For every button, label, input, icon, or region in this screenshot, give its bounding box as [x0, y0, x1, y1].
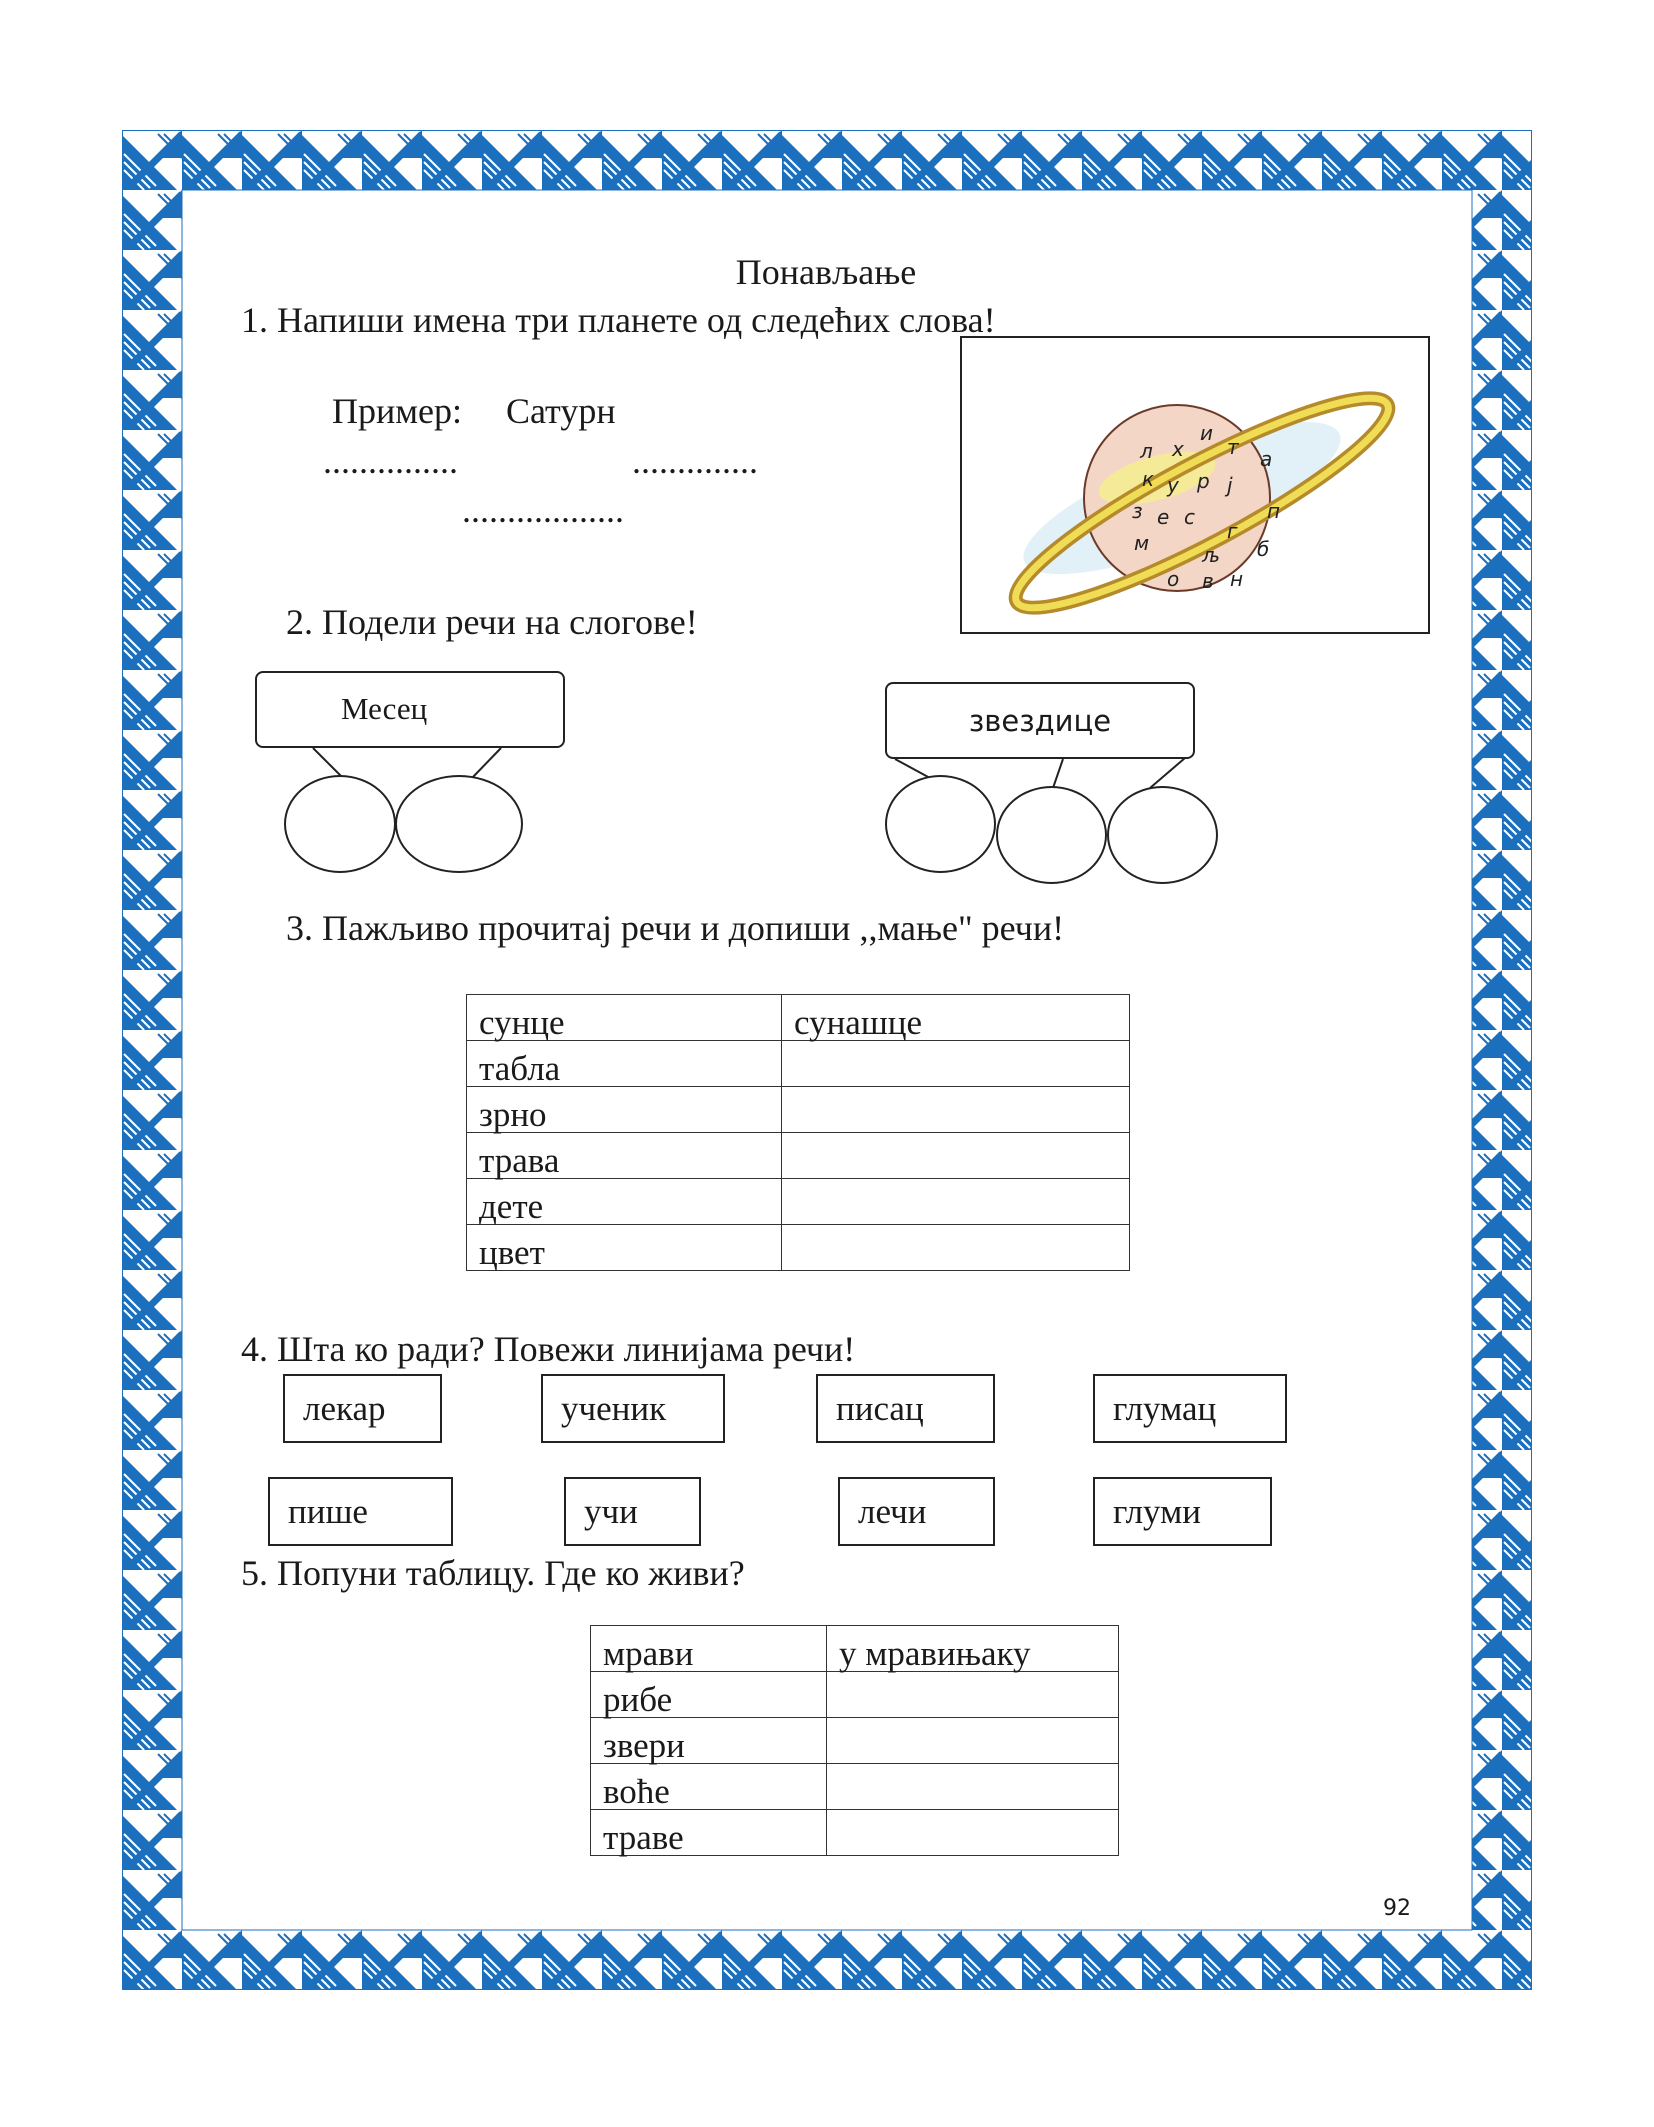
verb-box[interactable]: глуми — [1093, 1477, 1272, 1546]
answer-cell[interactable] — [827, 1718, 1119, 1764]
example-label: Пример: — [332, 391, 463, 431]
planet-letter: е — [1157, 505, 1170, 529]
answer-cell[interactable] — [827, 1672, 1119, 1718]
question-1: 1. Напиши имена три планете од следећих слова! — [241, 300, 996, 340]
cell: воће — [591, 1764, 827, 1810]
cell: сунце — [467, 995, 782, 1041]
table-row — [591, 1810, 1119, 1856]
planet-letter: ј — [1227, 473, 1233, 497]
page-title: Понављање — [735, 252, 917, 292]
planet-letter: у — [1167, 473, 1179, 497]
table-row — [591, 1672, 1119, 1718]
verb-box[interactable]: учи — [564, 1477, 701, 1546]
cell: у мравињаку — [827, 1626, 1119, 1672]
table-row — [591, 1626, 1119, 1672]
answer-blank-2[interactable]: .............. — [632, 441, 758, 481]
syllable-circle[interactable] — [1107, 786, 1218, 884]
table-row — [467, 1087, 1130, 1133]
question-3: 3. Пажљиво прочитај речи и допиши ,,мање" речи! — [286, 908, 1065, 948]
example-word: Сатурн — [506, 391, 616, 431]
page-number: 92 — [1383, 1896, 1411, 1921]
noun-box[interactable]: глумац — [1093, 1374, 1287, 1443]
planet-letter: р — [1197, 469, 1210, 493]
answer-blank-1[interactable]: ............... — [323, 441, 458, 481]
syllable-circle[interactable] — [996, 786, 1107, 884]
word-zvezdice: звездице — [968, 704, 1112, 738]
planet-letter: б — [1257, 537, 1270, 561]
word-box-zvezdice — [885, 682, 1195, 759]
cell: табла — [467, 1041, 782, 1087]
planet-letter: а — [1260, 447, 1273, 471]
planet-letter: п — [1267, 499, 1281, 523]
answer-cell[interactable] — [782, 1179, 1130, 1225]
table-row — [467, 1179, 1130, 1225]
planet-letter: љ — [1202, 543, 1221, 567]
word-mesec: Месец — [341, 691, 428, 726]
noun-box[interactable]: ученик — [541, 1374, 725, 1443]
cell: рибе — [591, 1672, 827, 1718]
planet-letter: г — [1227, 519, 1238, 543]
table-row — [591, 1764, 1119, 1810]
cell: траве — [591, 1810, 827, 1856]
planet-letter: т — [1227, 435, 1239, 459]
table-row — [467, 1133, 1130, 1179]
planet-letter: з — [1132, 499, 1143, 523]
noun-box[interactable]: писац — [816, 1374, 995, 1443]
table-row — [467, 1225, 1130, 1271]
syllable-circle[interactable] — [395, 775, 523, 873]
planet-letter: л — [1140, 439, 1153, 463]
planet-letter: с — [1184, 505, 1195, 529]
table-row — [591, 1718, 1119, 1764]
table-row — [467, 1041, 1130, 1087]
question-2: 2. Подели речи на слогове! — [286, 602, 698, 642]
cell: трава — [467, 1133, 782, 1179]
question-4: 4. Шта ко ради? Повежи линијама речи! — [241, 1329, 856, 1369]
habitat-table — [590, 1625, 1119, 1856]
cell: мрави — [591, 1626, 827, 1672]
planet-letter: м — [1134, 531, 1150, 555]
planet-letter: и — [1200, 421, 1213, 445]
answer-cell[interactable] — [782, 1041, 1130, 1087]
question-5: 5. Попуни таблицу. Где ко живи? — [241, 1553, 745, 1593]
planet-letter: к — [1142, 467, 1155, 491]
answer-cell[interactable] — [827, 1810, 1119, 1856]
connector-lines — [0, 0, 1654, 900]
planet-letter: н — [1230, 567, 1244, 591]
cell: цвет — [467, 1225, 782, 1271]
answer-cell[interactable] — [782, 1087, 1130, 1133]
planet-letter: х — [1172, 437, 1184, 461]
planet-letter: о — [1167, 567, 1180, 591]
verb-box[interactable]: пише — [268, 1477, 453, 1546]
planet-letter: в — [1202, 569, 1214, 593]
answer-blank-3[interactable]: .................. — [462, 490, 624, 530]
cell: зрно — [467, 1087, 782, 1133]
verb-box[interactable]: лечи — [838, 1477, 995, 1546]
cell: сунашце — [782, 995, 1130, 1041]
syllable-circle[interactable] — [284, 775, 396, 873]
diminutive-table — [466, 994, 1130, 1271]
word-box-mesec — [255, 671, 565, 748]
syllable-circle[interactable] — [885, 775, 996, 873]
cell: дете — [467, 1179, 782, 1225]
answer-cell[interactable] — [782, 1225, 1130, 1271]
answer-cell[interactable] — [782, 1133, 1130, 1179]
table-row — [467, 995, 1130, 1041]
cell: звери — [591, 1718, 827, 1764]
noun-box[interactable]: лекар — [283, 1374, 442, 1443]
answer-cell[interactable] — [827, 1764, 1119, 1810]
